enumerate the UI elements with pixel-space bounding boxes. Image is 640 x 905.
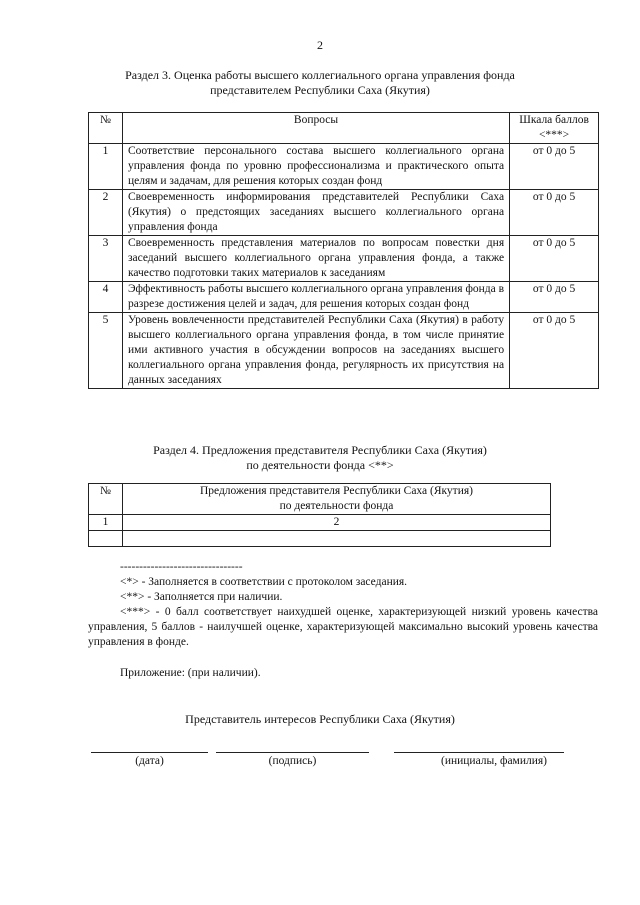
table-row [89, 515, 551, 531]
row-num: 3 [89, 236, 123, 282]
row-question: Своевременность представления материалов по вопросам повестки дня заседаний высшего коллегиального органа управления фонда, а также качество подготовки таких материалов к заседаниям [122, 236, 509, 282]
header-proposals-line1: Предложения представителя Республики Саха (Якутия) [199, 485, 473, 497]
footnote-3: <***> - 0 балл соответствует наихудшей оценке, характеризующей низкий уровень качества управления, 5 баллов - наилучшей оценке, характеризующей максимально высокий уровень качества управления в фонде. [88, 606, 598, 648]
section4-title [40, 443, 600, 473]
row-score: от 0 до 5 [510, 190, 599, 236]
row-score: от 0 до 5 [510, 236, 599, 282]
section3-title [40, 68, 600, 98]
name-line [394, 752, 564, 753]
date-label: (дата) [135, 755, 164, 767]
signature-line [216, 752, 369, 753]
table-row [89, 282, 599, 313]
row-num: 1 [89, 515, 123, 531]
proposals-table [88, 483, 551, 547]
row-value: 2 [122, 515, 550, 531]
footnotes [88, 560, 598, 650]
header-proposals-line2: по деятельности фонда [279, 500, 394, 512]
row-question: Соответствие персонального состава высшего коллегиального органа управления фонда по уровню профессионализма и практического опыта целям и задачам, для решения которых создан фонд [122, 144, 509, 190]
row-question: Эффективность работы высшего коллегиального органа управления фонда в разрезе достижения целей и задач, для решения которых создан фонд [122, 282, 509, 313]
row-score: от 0 до 5 [510, 313, 599, 389]
table-row [89, 190, 599, 236]
section3-title-line2: представителем Республики Саха (Якутия) [210, 83, 430, 97]
header-scale-line2: <***> [538, 129, 570, 141]
name-label: (инициалы, фамилия) [440, 755, 548, 767]
appendix-note: Приложение: (при наличии). [120, 667, 261, 679]
table-row [89, 236, 599, 282]
section4-title-line2: по деятельности фонда <**> [246, 458, 394, 472]
footnote-separator: -------------------------------- [120, 561, 243, 573]
proposals-table-header [89, 484, 551, 515]
table-row [89, 313, 599, 389]
section3-title-line1: Раздел 3. Оценка работы высшего коллегиального органа управления фонда [125, 68, 515, 82]
header-scale [510, 113, 599, 144]
date-line [91, 752, 208, 753]
row-num: 2 [89, 190, 123, 236]
row-num [89, 531, 123, 547]
header-num: № [89, 113, 123, 144]
row-question: Своевременность информирования представителей Республики Саха (Якутия) о предстоящих заседаниях высшего коллегиального органа управления фонда [122, 190, 509, 236]
header-scale-line1: Шкала баллов [519, 114, 589, 126]
row-question: Уровень вовлеченности представителей Республики Саха (Якутия) в работу высшего коллегиального органа управления фонда, в том числе принятие ими активного участия в обсуждении вопросов на заседаниях высшего коллегиального органа управления фонда, регулярность их присутствия на данных заседаниях [122, 313, 509, 389]
table-row [89, 531, 551, 547]
evaluation-table [88, 112, 599, 389]
footnote-1: <*> - Заполняется в соответствии с протоколом заседания. [120, 576, 408, 588]
row-score: от 0 до 5 [510, 282, 599, 313]
table-row [89, 144, 599, 190]
row-num: 4 [89, 282, 123, 313]
page-number: 2 [317, 38, 323, 52]
row-value [122, 531, 550, 547]
footnote-2: <**> - Заполняется при наличии. [120, 591, 283, 603]
header-questions: Вопросы [122, 113, 509, 144]
row-num: 5 [89, 313, 123, 389]
row-num: 1 [89, 144, 123, 190]
header-num: № [89, 484, 123, 515]
signature-title: Представитель интересов Республики Саха (Якутия) [185, 712, 455, 726]
evaluation-table-header [89, 113, 599, 144]
header-proposals [122, 484, 550, 515]
section4-title-line1: Раздел 4. Предложения представителя Республики Саха (Якутия) [153, 443, 487, 457]
row-score: от 0 до 5 [510, 144, 599, 190]
signature-label: (подпись) [268, 755, 317, 767]
